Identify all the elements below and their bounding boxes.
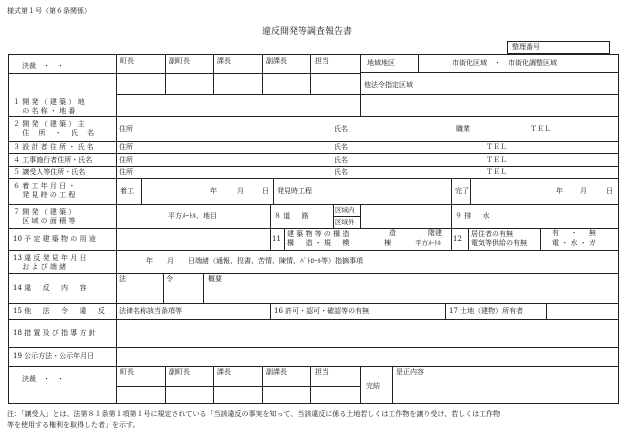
r6-nen: 年 <box>210 187 217 195</box>
row-5-label: ５ 譲受人等住所・氏名 <box>13 168 86 176</box>
r11-num: 11 <box>272 235 281 243</box>
r12-umu: 有 ・ 無 <box>552 229 596 237</box>
tanto-label-bottom: 担当 <box>315 368 329 376</box>
r6-kanryo: 完了 <box>455 187 469 195</box>
fukuchocho-label: 副町長 <box>169 57 190 65</box>
row-13-label: 13 違 反 発 見 年 月 日 お よ び 端 緒 <box>13 254 87 271</box>
r3-shimei: 氏名 <box>334 143 348 151</box>
r6-tsuki: 月 <box>237 187 244 195</box>
form-number: 様式第１号（第６条関係） <box>7 7 91 15</box>
row-4-label: ４ 工事施行者住所・氏名 <box>13 156 93 164</box>
r3-jusho: 住所 <box>119 143 133 151</box>
r5-jusho: 住所 <box>119 168 133 176</box>
r11-label: 建 築 物 等 の 構 造 構 造 ・ 規 模 <box>287 230 350 248</box>
row-18-label: 18 措 置 及 び 指 導 方 針 <box>13 329 96 337</box>
row-10-label: 10 予 定 建 築 物 の 用 途 <box>13 235 96 243</box>
seiri-label: 整理番号 <box>512 43 540 51</box>
row-7-label: ７ 開 発 （ 建 築 ） 区 域 の 面 積 等 <box>13 208 76 225</box>
r17-label: 17 土地（建物）所有者 <box>449 307 524 315</box>
r16-label: 16 許可・認可・確認等の有無 <box>274 307 370 315</box>
r5-tel: ＴＥＬ <box>486 168 507 176</box>
zesei-label: 是正内容 <box>396 368 424 376</box>
page-title: 違反開発等調査報告書 <box>262 27 353 37</box>
kacho-label: 課長 <box>217 57 231 65</box>
r12-denki: 電 ・ 水 ・ ガ <box>552 239 596 247</box>
r6-chakko: 着工 <box>120 187 134 195</box>
chiiki-label: 地域地区 <box>367 59 395 67</box>
footnote: 注：「譲受人」とは、法第８１条第１項第１号に規定されている「当該違反の事実を知って、当該違反に係る土地若しくは工作物を譲り受け、若しくは工作物 等を使用する権利を取得した者」を示す。 <box>7 410 501 429</box>
r15-hourei: 法律名称該当条項等 <box>119 307 182 315</box>
kanketsu-label: 完結 <box>366 382 380 390</box>
r11-kaidate: 階建 <box>428 229 442 237</box>
r2-jusho: 住所 <box>119 125 133 133</box>
r6-hi2: 日 <box>606 187 613 195</box>
r8-ikigai: 区域外 <box>335 218 355 226</box>
row-19-label: 19 公示方法・公示年月日 <box>13 352 95 360</box>
r14-ho: 法 <box>119 275 126 283</box>
r6-nen2: 年 <box>556 187 563 195</box>
r13-hakken-line: 年 月 日端緒（通報、投書、苦情、陳情、ﾊﾟﾄﾛｰﾙ等）指摘事項 <box>146 257 363 265</box>
kessai-label: 決裁 ・ ・ <box>22 62 64 70</box>
r9-label: ９ 排 水 <box>455 212 490 220</box>
fukuchocho-label-bottom: 副町長 <box>169 368 190 376</box>
row-3-label: ３ 設 計 者 住 所 ・ 氏 名 <box>13 143 94 151</box>
r11-mune: 棟 <box>384 239 391 247</box>
r8-ikinai: 区域内 <box>335 206 355 214</box>
chocho-label-bottom: 町長 <box>120 368 134 376</box>
r6-hakken: 発見時工程 <box>277 187 312 195</box>
r4-tel: ＴＥＬ <box>486 156 507 164</box>
r4-jusho: 住所 <box>119 156 133 164</box>
r5-shimei: 氏名 <box>334 168 348 176</box>
kacho-label-bottom: 課長 <box>217 368 231 376</box>
r3-tel: ＴＥＬ <box>486 143 507 151</box>
form-frame <box>8 54 619 404</box>
row-14-label: 14 違 反 内 容 <box>13 284 87 292</box>
kessai-label-bottom: 決裁 ・ ・ <box>22 375 64 383</box>
r8-label: ８ 道 路 <box>274 212 309 220</box>
r7-menseki: 平方ﾒｰﾄﾙ、地目 <box>168 212 217 220</box>
r2-shimei: 氏名 <box>334 125 348 133</box>
r2-tel: ＴＥＬ <box>530 125 551 133</box>
row-1-label: １ 開 発 （ 建 築 ） 地 の 名 称 ・ 地 番 <box>13 98 85 115</box>
fukukacho-label: 副課長 <box>266 57 287 65</box>
tanto-label: 担当 <box>315 57 329 65</box>
chocho-label: 町長 <box>120 57 134 65</box>
fukukacho-label-bottom: 副課長 <box>266 368 287 376</box>
row-15-label: 15 他 法 令 違 反 <box>13 307 105 315</box>
row-2-label: ２ 開 発 （ 建 築 ） 主 住 所 ・ 氏 名 <box>13 120 95 137</box>
r6-tsuki2: 月 <box>580 187 587 195</box>
r12-num: 12 <box>453 235 462 243</box>
r11-zou: 造 <box>389 229 396 237</box>
r14-gaiyo: 概要 <box>208 275 222 283</box>
r12-label: 居住者の有無 電気等供給の有無 <box>471 230 527 248</box>
tashi-label: 他法令指定区域 <box>364 81 413 89</box>
r4-shimei: 氏名 <box>334 156 348 164</box>
r14-rei: 令 <box>166 275 173 283</box>
r11-heihou: 平方ﾒｰﾄﾙ <box>415 239 441 247</box>
r2-shokugyo: 職業 <box>456 125 470 133</box>
r6-hi: 日 <box>262 187 269 195</box>
shigaika-label: 市街化区域 ・ 市街化調整区域 <box>452 59 557 67</box>
row-6-label: ６ 着 工 年 月 日 ・ 発 見 時 の 工 程 <box>13 182 76 199</box>
